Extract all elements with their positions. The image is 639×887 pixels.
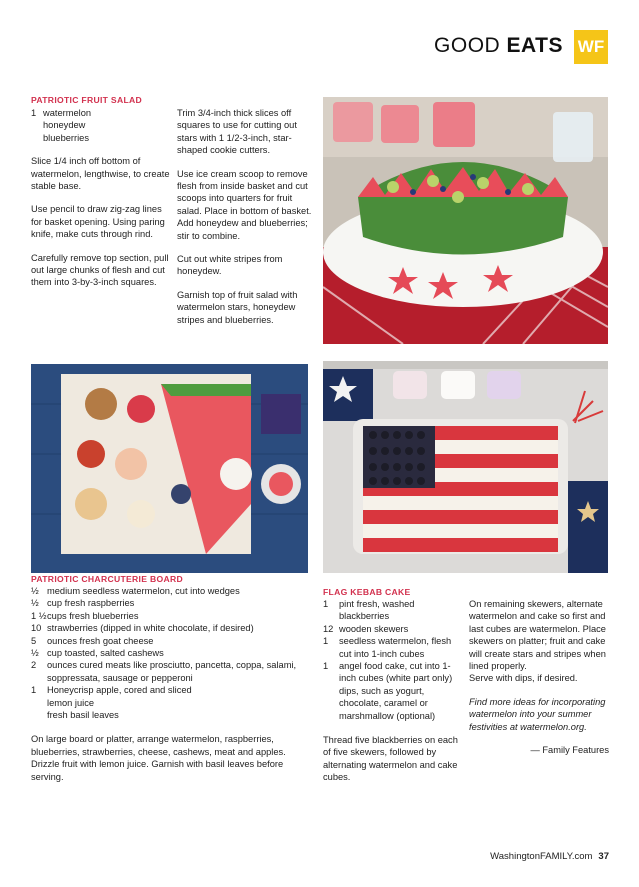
ingredient: 1 ½ cups fresh blueberries [31, 610, 139, 621]
flag-cake-col2 [469, 598, 609, 767]
ingredient: blueberries [43, 132, 89, 143]
ingredient: 2 ounces cured meats like prosciutto, pancetta, coppa, salami, soppressata, sausage or pepperoni [31, 660, 297, 683]
flag-kebab-cake-photo [323, 361, 608, 573]
ingredient: 10 strawberries (dipped in white chocolate, if desired) [31, 623, 254, 634]
charcuterie-board-photo [31, 364, 308, 573]
directions: On large board or platter, arrange watermelon, raspberries, blueberries, strawberries, cheese, cashews, meat and apples. Drizzle fruit with lemon juice. Garnish with basil leaves before serving. [31, 734, 286, 782]
ingredient: 12 wooden skewers [323, 623, 409, 634]
step: Carefully remove top section, pull out large chunks of flesh and cut them into 3-by-3-inch squares. [31, 252, 169, 288]
credit: — Family Features [530, 745, 609, 756]
fruit-salad-title: PATRIOTIC FRUIT SALAD [31, 95, 143, 105]
ingredient: ½ cup toasted, salted cashews [31, 648, 164, 659]
ingredient: lemon juice [47, 697, 95, 708]
step: Use ice cream scoop to remove flesh from inside basket and cut scoops into quarters for fruit salad. Place in bottom of basket. Add honeydew and blueberries; stir to combine. [177, 168, 312, 241]
ingredient: 1 pint fresh, washed blackberries [323, 599, 415, 622]
more-ideas: Find more ideas for incorporating watermelon into your summer festivities at watermelon.org. [469, 696, 606, 732]
ingredient: ½ cup fresh raspberries [31, 598, 135, 609]
flag-cake-title: FLAG KEBAB CAKE [323, 587, 411, 597]
fruit-salad-col1 [31, 107, 171, 300]
step: Cut out white stripes from honeydew. [177, 254, 283, 277]
watermelon-basket-photo [323, 97, 608, 344]
step: Slice 1/4 inch off bottom of watermelon, lengthwise, to create stable base. [31, 156, 170, 192]
ingredient: fresh basil leaves [47, 710, 119, 721]
ingredient: 1 watermelon [31, 108, 92, 118]
ingredient: 1 angel food cake, cut into 1-inch cubes (white part only) [323, 661, 453, 684]
fruit-salad-col2 [177, 107, 315, 337]
ingredient: dips, such as yogurt, chocolate, caramel or marshmallow (optional) [339, 685, 436, 721]
charcuterie-ingredients [31, 585, 311, 794]
ingredient: ½ medium seedless watermelon, cut into wedges [31, 586, 240, 596]
step: Garnish top of fruit salad with watermelon stars, honeydew stripes and blueberries. [177, 289, 298, 325]
ingredient: 5 ounces fresh goat cheese [31, 635, 154, 646]
ingredient: honeydew [43, 120, 86, 131]
step: Thread five blackberries on each of five skewers, followed by alternating watermelon and cake cubes. [323, 735, 458, 783]
ingredient: 1 Honeycrisp apple, cored and sliced [31, 685, 192, 696]
flag-cake-col1 [323, 598, 463, 795]
flag-stripe [363, 524, 558, 538]
wf-logo: WF [574, 30, 608, 64]
site-name: WashingtonFAMILY.com [490, 851, 593, 862]
flag-stripe [363, 496, 558, 510]
step: On remaining skewers, alternate watermelon and cake so first and last cubes are watermelon. Place skewers on platter; fruit and cake will create stars and stripes when lined properly. [469, 599, 606, 672]
flag-stripe [363, 538, 558, 552]
step: Use pencil to draw zig-zag lines for basket opening. Using paring knife, make cuts through rind. [31, 204, 165, 240]
page-number: 37 [598, 851, 609, 862]
ingredient: 1 seedless watermelon, flesh cut into 1-inch cubes [323, 636, 452, 659]
section-title: GOOD EATS [434, 34, 563, 57]
step: Serve with dips, if desired. [469, 673, 578, 684]
step: Trim 3/4-inch thick slices off squares to use for cutting out stars with 1 1/2-3-inch, star-shaped cookie cutters. [177, 108, 297, 156]
page-footer [490, 851, 609, 862]
charcuterie-title: PATRIOTIC CHARCUTERIE BOARD [31, 574, 183, 584]
flag-stripe [363, 510, 558, 524]
